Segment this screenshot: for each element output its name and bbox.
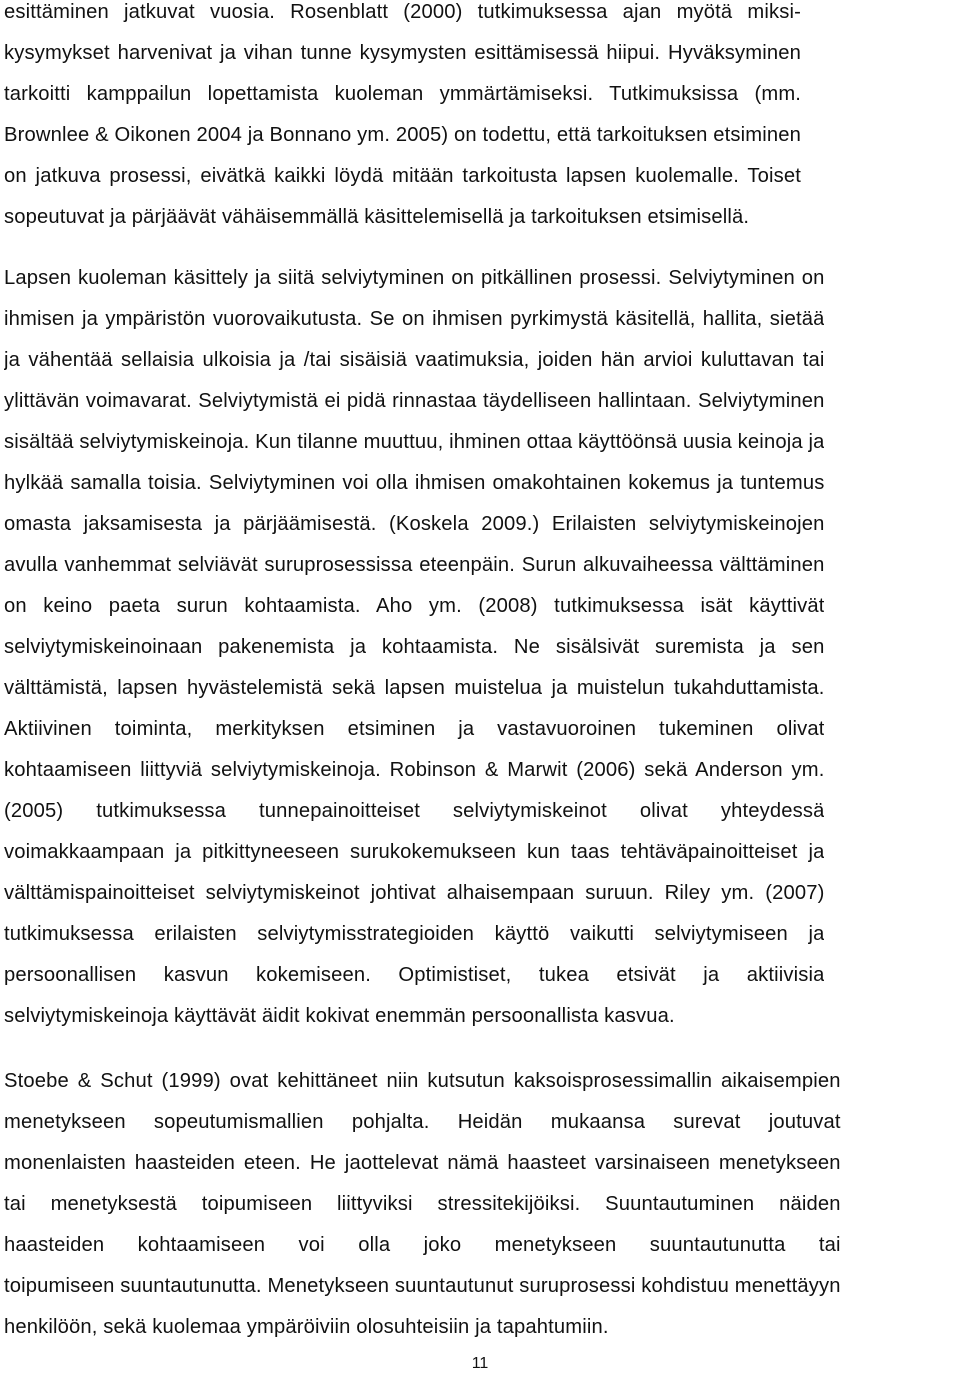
page-number: 11 <box>471 1355 489 1372</box>
text-line: on keino paeta surun kohtaamista. Aho ym. (2008) tutkimuksessa isät käyttivät <box>4 595 825 617</box>
text-line: tarkoitti kamppailun lopettamista kuoleman ymmärtämiseksi. Tutkimuksissa (mm. <box>4 83 802 105</box>
text-line: on jatkuva prosessi, eivätkä kaikki löydä mitään tarkoitusta lapsen kuolemalle. Toiset <box>4 165 802 187</box>
text-line: tutkimuksessa erilaisten selviytymisstrategioiden käyttö vaikutti selviytymiseen ja <box>4 923 825 945</box>
text-line: tai menetyksestä toipumiseen liittyviksi stressitekijöiksi. Suuntautuminen näiden <box>4 1193 841 1215</box>
text-line: Stoebe & Schut (1999) ovat kehittäneet niin kutsutun kaksoisprosessimallin aikaisempien <box>4 1070 841 1092</box>
text-line: sopeutuvat ja pärjäävät vähäisemmällä käsittelemisellä ja tarkoituksen etsimisellä. <box>4 206 750 228</box>
text-line: monenlaisten haasteiden eteen. He jaottelevat nämä haasteet varsinaiseen menetykseen <box>4 1152 841 1174</box>
text-line: kohtaamiseen liittyviä selviytymiskeinoja. Robinson & Marwit (2006) sekä Anderson ym. <box>4 759 825 781</box>
text-line: selviytymiskeinoja käyttävät äidit kokivat enemmän persoonallista kasvua. <box>4 1005 675 1027</box>
text-line: Lapsen kuoleman käsittely ja siitä selviytyminen on pitkällinen prosessi. Selviytyminen on <box>4 267 825 289</box>
text-line: omasta jaksamisesta ja pärjäämisestä. (Koskela 2009.) Erilaisten selviytymiskeinojen <box>4 513 825 535</box>
text-line: sisältää selviytymiskeinoja. Kun tilanne muuttuu, ihminen ottaa käyttöönsä uusia keinoja ja <box>4 431 825 453</box>
text-line: menetykseen sopeutumismallien pohjalta. Heidän mukaansa surevat joutuvat <box>4 1111 841 1133</box>
text-line: selviytymiskeinoinaan pakenemista ja kohtaamista. Ne sisälsivät suremista ja sen <box>4 636 825 658</box>
text-line: ihmisen ja ympäristön vuorovaikutusta. Se on ihmisen pyrkimystä käsitellä, hallita, sietää <box>4 308 825 330</box>
text-line: ylittävän voimavarat. Selviytymistä ei pidä rinnastaa täydelliseen hallintaan. Selviytyminen <box>4 390 825 412</box>
text-line: henkilöön, sekä kuolemaa ympäröiviin olosuhteisiin ja tapahtumiin. <box>4 1316 609 1338</box>
text-line: ja vähentää sellaisia ulkoisia ja /tai sisäisiä vaatimuksia, joiden hän arvioi kuluttavan tai <box>4 349 825 371</box>
text-line: (2005) tutkimuksessa tunnepainoitteiset selviytymiskeinot olivat yhteydessä <box>4 800 825 822</box>
text-line: Aktiivinen toiminta, merkityksen etsiminen ja vastavuoroinen tukeminen olivat <box>4 718 825 740</box>
text-line: persoonallisen kasvun kokemiseen. Optimistiset, tukea etsivät ja aktiivisia <box>4 964 825 986</box>
paragraph-3 <box>4 1069 841 1356</box>
text-line: voimakkaampaan ja pitkittyneeseen surukokemukseen kun taas tehtäväpainoitteiset ja <box>4 841 825 863</box>
text-line: Brownlee & Oikonen 2004 ja Bonnano ym. 2005) on todettu, että tarkoituksen etsiminen <box>4 124 802 146</box>
paragraph-2 <box>4 266 824 1045</box>
text-line: avulla vanhemmat selviävät suruprosessissa eteenpäin. Surun alkuvaiheessa välttäminen <box>4 554 825 576</box>
text-line: toipumiseen suuntautunutta. Menetykseen suuntautunut suruprosessi kohdistuu menettäyyn <box>4 1275 841 1297</box>
text-line: välttämispainoitteiset selviytymiskeinot johtivat alhaisempaan suruun. Riley ym. (2007) <box>4 882 825 904</box>
text-line: kysymykset harvenivat ja vihan tunne kysymysten esittämisessä hiipui. Hyväksyminen <box>4 42 802 64</box>
paragraph-1 <box>4 0 801 246</box>
text-line: haasteiden kohtaamiseen voi olla joko menetykseen suuntautunutta tai <box>4 1234 841 1256</box>
text-line: esittäminen jatkuvat vuosia. Rosenblatt (2000) tutkimuksessa ajan myötä miksi- <box>4 1 802 23</box>
text-line: välttämistä, lapsen hyvästelemistä sekä lapsen muistelua ja muistelun tukahduttamista. <box>4 677 825 699</box>
text-line: hylkää samalla toisia. Selviytyminen voi olla ihmisen omakohtainen kokemus ja tuntemus <box>4 472 825 494</box>
